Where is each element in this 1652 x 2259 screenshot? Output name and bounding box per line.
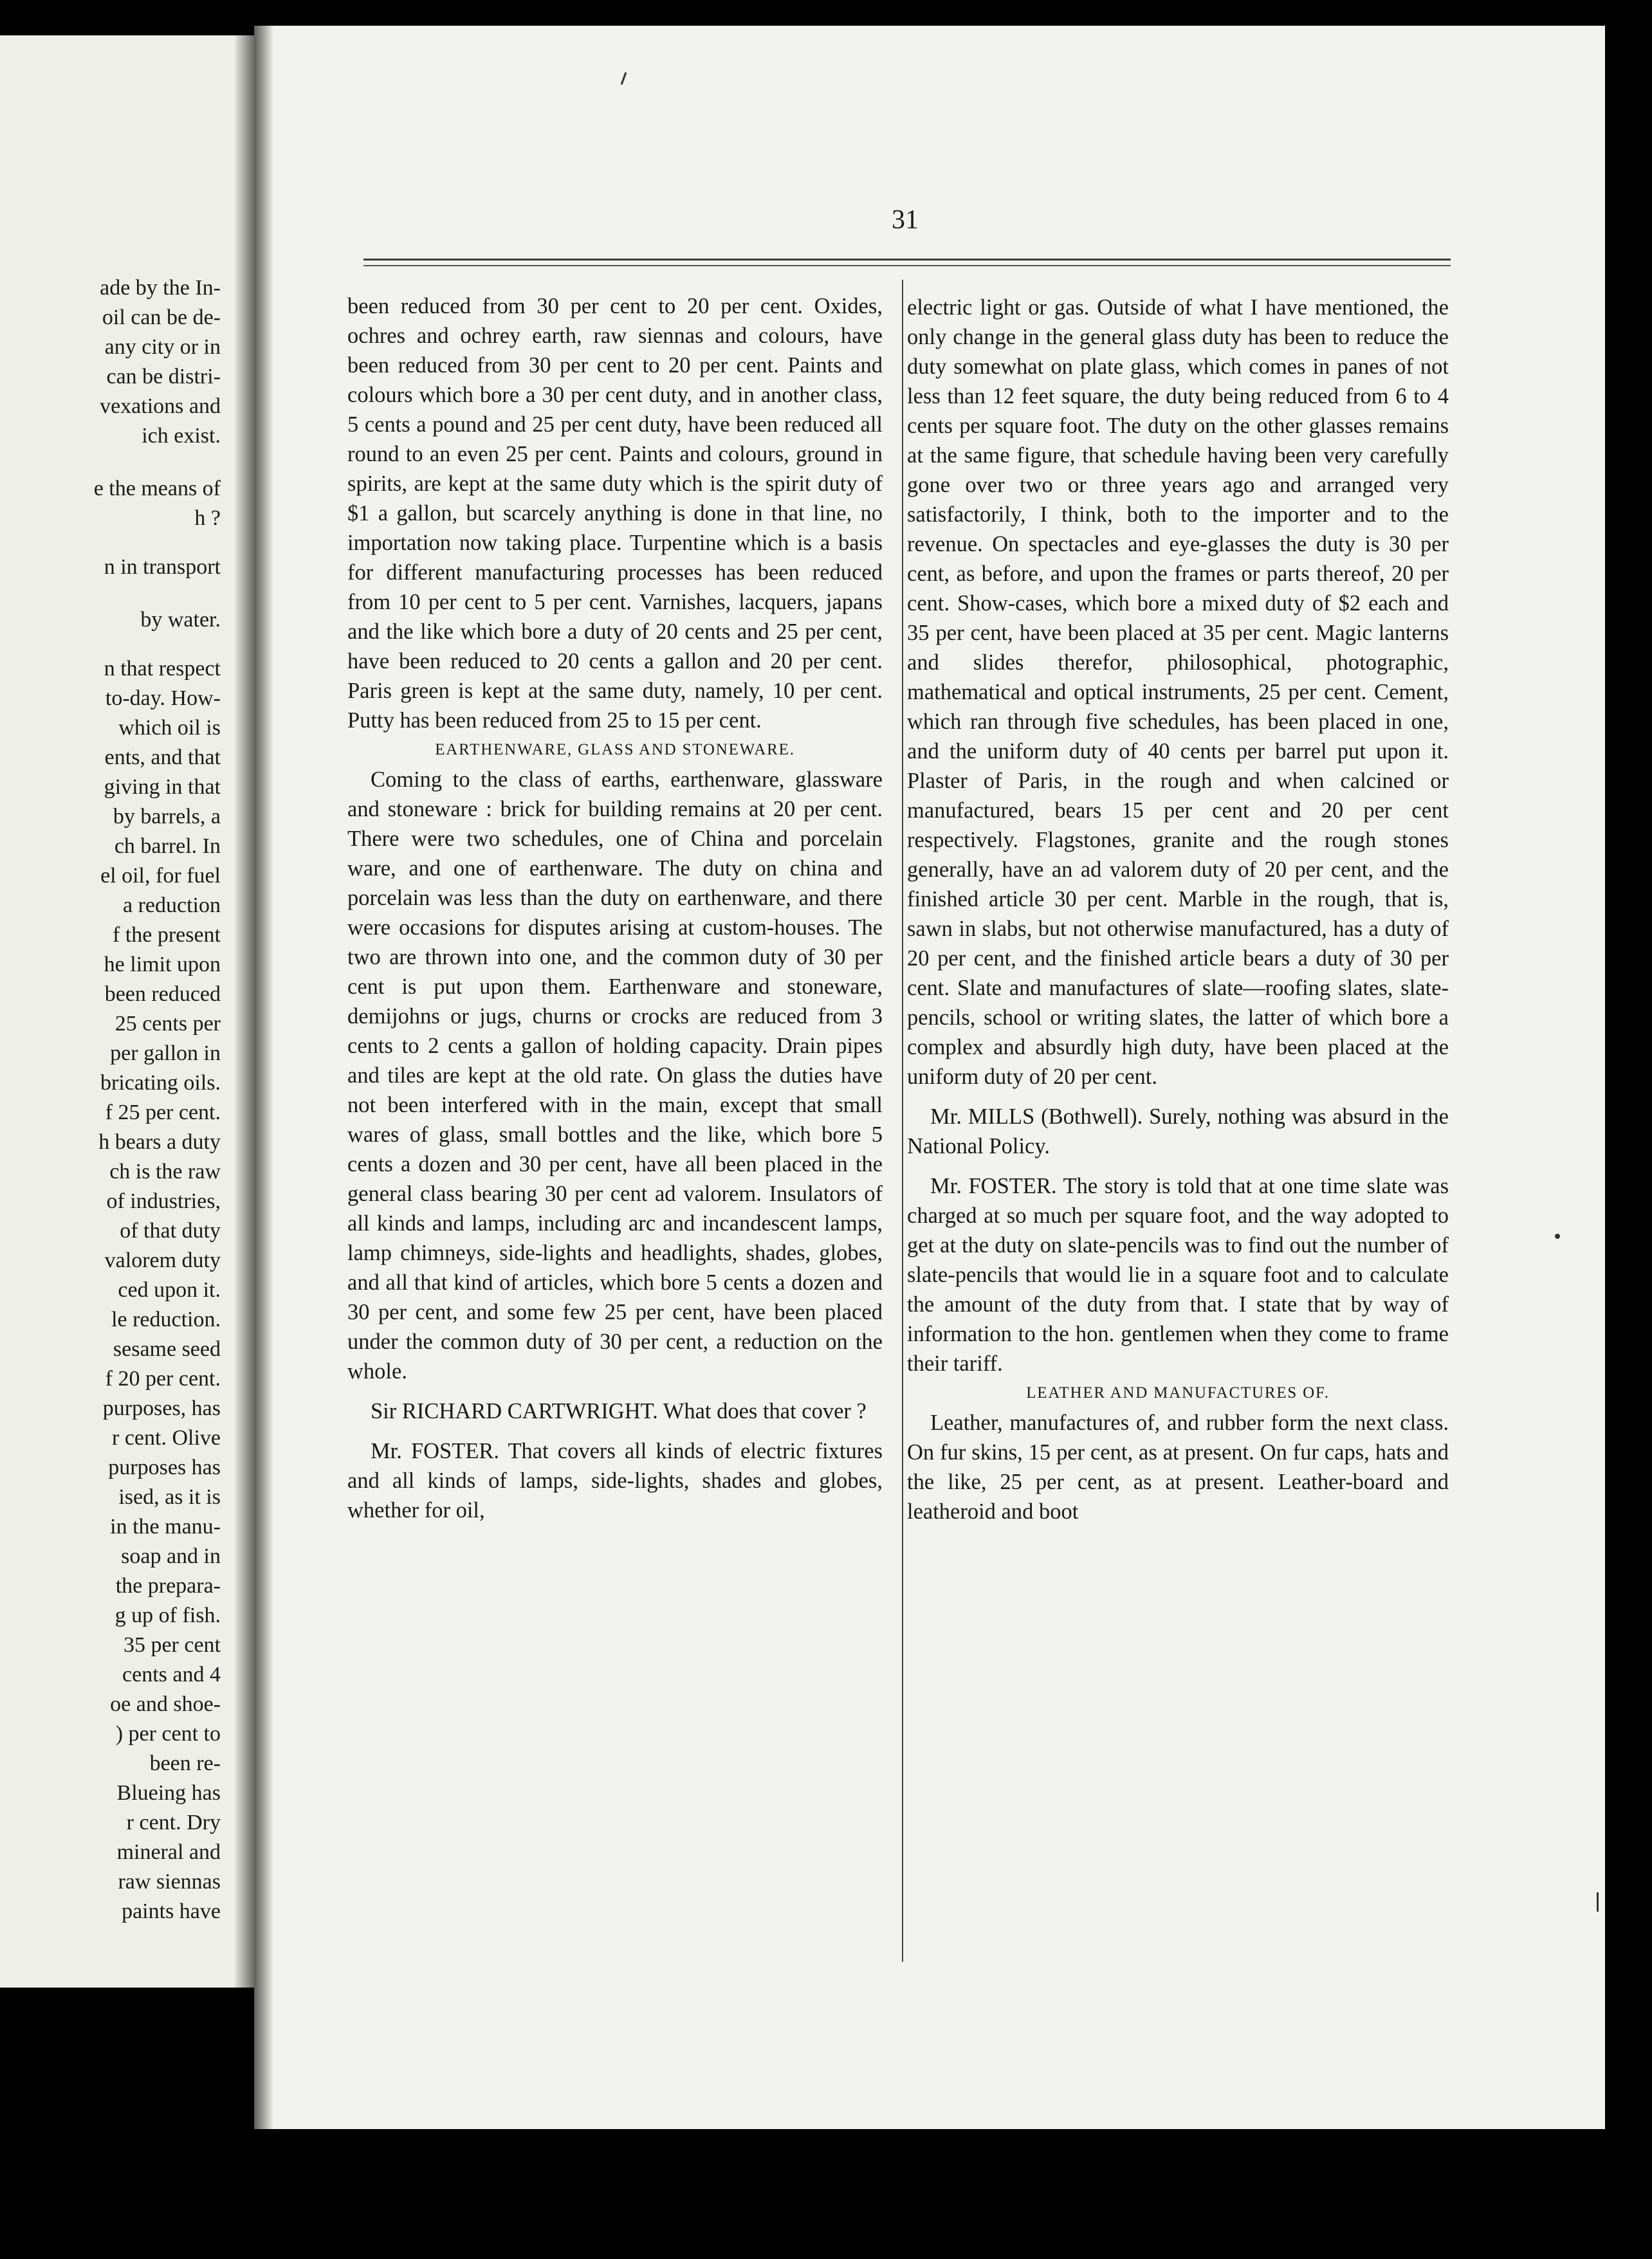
paragraph: Coming to the class of earths, earthenware, glassware and stoneware : brick for building remains at 20 per cent. There were two schedules, one of China and porcelain ware, and one of earthenware. The duty on china and porcelain was less than the duty on earthenware, and there were occasions for disputes arising at custom-houses. The two are thrown into one, and the common duty of 30 per cent is put upon them. Earthenware and stoneware, demijohns or jugs, churns or crocks are reduced from 3 cents to 2 cents a gallon of holding capacity. Drain pipes and tiles are kept at the old rate. On glass the duties have not been interfered with in the main, except that small wares of glass, small bottles and the like, which bore 5 cents a dozen and 30 per cent, have all been placed in the general class bearing 30 per cent ad valorem. Insulators of all kinds and lamps, including arc and incandescent lamps, lamp chimneys, side-lights and headlights, shades, globes, and all that kind of articles, which bore 5 cents a dozen and 30 per cent, and some few 25 per cent, have been placed under the common duty of 30 per cent, a reduction on the whole. [347,767,883,1384]
facing-page-line: of industries, [106,1189,221,1213]
facing-page-line: h ? [194,506,221,530]
section-heading: EARTHENWARE, GLASS AND STONEWARE. [435,741,795,758]
paragraph: Sir RICHARD CARTWRIGHT. What does that cover ? [371,1399,867,1423]
facing-page-line: a reduction [123,893,221,917]
section-heading: LEATHER AND MANUFACTURES OF. [1026,1384,1330,1402]
facing-page-line: purposes has [108,1456,221,1479]
facing-page-line: been reduced [104,982,221,1006]
header-rule [363,259,1451,261]
facing-page-line: ced upon it. [118,1278,221,1302]
facing-page-line: giving in that [104,775,221,799]
facing-page-line: soap and in [121,1544,221,1568]
facing-page-line: ich exist. [142,424,221,448]
column-rule [902,280,903,1962]
paragraph: Mr. FOSTER. The story is told that at one time slate was charged at so much per square foot, and the way adopted to get at the duty on slate-pencils was to find out the number of slate-pencils that would lie in a square foot and to calculate the amount of the duty from that. I state that by way of information to the hon. gentlemen when they come to frame their tariff. [907,1174,1449,1376]
facing-page-line: ) per cent to [115,1722,221,1746]
facing-page-line: oe and shoe- [110,1692,221,1716]
facing-page-line: any city or in [104,335,221,359]
facing-page-line: el oil, for fuel [100,864,221,888]
facing-page-line: paints have [122,1899,221,1923]
facing-page-line: which oil is [118,716,221,740]
header-rule [363,265,1451,266]
paragraph: electric light or gas. Outside of what I have mentioned, the only change in the general glass duty has been to reduce the duty somewhat on plate glass, which comes in panes of not less than 12 feet square, the duty being reduced from 6 to 4 cents per square foot. The duty on the other glasses remains at the same figure, that schedule having been very carefully gone over two or three years ago and arranged very satisfactorily, I think, both to the importer and to the revenue. On spectacles and eye-glasses the duty is 30 per cent, as before, and upon the frames or parts thereof, 20 per cent. Show-cases, which bore a mixed duty of $2 each and 35 per cent, have been placed at 35 per cent. Magic lanterns and slides therefor, philosophical, photographic, mathematical and optical instruments, 25 per cent. Cement, which ran through five schedules, has been placed in one, and the uniform duty of 40 cents per barrel put upon it. Plaster of Paris, in the rough and when calcined or manufactured, bears 15 per cent and 20 per cent respectively. Flagstones, granite and the rough stones generally, have an ad valorem duty of 20 per cent, and the finished article 30 per cent. Marble in the rough, that is, sawn in slabs, but not otherwise manufactured, has a duty of 20 per cent, and the finished article bears a duty of 30 per cent. Slate and manufactures of slate—roofing slates, slate-pencils, school or writing slates, the latter of which bore a complex and absurdly high duty, have been placed at the uniform duty of 20 per cent. [907,295,1449,1089]
text-column-right [907,293,1449,1526]
facing-page-line: 35 per cent [123,1633,221,1657]
facing-page-line: ch is the raw [109,1160,221,1184]
facing-page-line: f the present [112,923,221,947]
paragraph: been reduced from 30 per cent to 20 per cent. Oxides, ochres and ochrey earth, raw siennas and colours, have been reduced from 30 per cent to 20 per cent. Paints and colours which bore a 30 per cent duty, and in another class, 5 cents a pound and 25 per cent duty, have been reduced all round to an even 25 per cent. Paints and colours, ground in spirits, are kept at the same duty which is the spirit duty of $1 a gallon, but scarcely anything is done in that line, no importation now taking place. Turpentine which is a basis for different manufacturing processes has been reduced from 10 per cent to 5 per cent. Varnishes, lacquers, japans and the like which bore a duty of 20 cents and 25 per cent, have been reduced to 20 cents a gallon and 20 per cent. Paris green is kept at the same duty, namely, 10 per cent. Putty has been reduced from 25 to 15 per cent. [347,294,883,733]
page-gutter-shadow [235,35,254,1988]
facing-page-line: ised, as it is [118,1485,221,1509]
facing-page-line: been re- [149,1751,221,1775]
facing-page-line: valorem duty [104,1248,221,1272]
facing-page-line: per gallon in [110,1041,221,1065]
facing-page-line: f 20 per cent. [105,1367,221,1391]
facing-page-fragment [0,35,254,1988]
facing-page-line: h bears a duty [98,1130,221,1154]
facing-page-line: raw siennas [118,1870,221,1894]
facing-page-line: bricating oils. [100,1071,221,1095]
facing-page-line: he limit upon [104,953,221,976]
page-gutter-shadow [254,26,273,2129]
facing-page-line: r cent. Olive [112,1426,221,1450]
page-number: 31 [892,205,919,235]
paragraph: Leather, manufactures of, and rubber form the next class. On fur skins, 15 per cent, as at present. On fur caps, hats and the like, 25 per cent, as at present. Leather-board and leatheroid and boot [907,1411,1449,1524]
facing-page-line: ents, and that [104,745,221,769]
facing-page-line: can be distri- [106,365,221,389]
facing-page-line: the prepara- [115,1574,221,1598]
facing-page-line: f 25 per cent. [105,1101,221,1124]
facing-page-line: oil can be de- [102,306,221,329]
facing-page-line: to-day. How- [105,686,221,710]
facing-page-line: n that respect [104,657,221,681]
facing-page-line: g up of fish. [115,1604,221,1627]
facing-page-line: sesame seed [113,1337,221,1361]
facing-page-line: in the manu- [110,1515,221,1539]
text-column-left [347,291,883,1525]
ink-speck [1597,1892,1599,1912]
facing-page-line: Blueing has [116,1781,221,1805]
paragraph: Mr. FOSTER. That covers all kinds of electric fixtures and all kinds of lamps, side-lights, shades and globes, whether for oil, [347,1439,883,1523]
facing-page-line: purposes, has [102,1396,221,1420]
facing-page-line: vexations and [100,394,221,418]
facing-page-line: of that duty [120,1219,221,1243]
facing-page-line: 25 cents per [115,1012,221,1036]
facing-page-line: le reduction. [111,1308,221,1331]
facing-page-line: mineral and [116,1840,221,1864]
facing-page-line: r cent. Dry [126,1811,221,1834]
facing-page-line: n in transport [104,555,221,579]
ink-speck [1555,1234,1560,1239]
facing-page-line: by barrels, a [113,805,221,828]
facing-page-line: ade by the In- [100,276,221,300]
facing-page-line: ch barrel. In [114,834,221,858]
paragraph: Mr. MILLS (Bothwell). Surely, nothing was absurd in the National Policy. [907,1104,1449,1158]
facing-page-line: cents and 4 [122,1663,221,1687]
facing-page-line: by water. [140,608,221,632]
facing-page-line: e the means of [93,477,221,500]
